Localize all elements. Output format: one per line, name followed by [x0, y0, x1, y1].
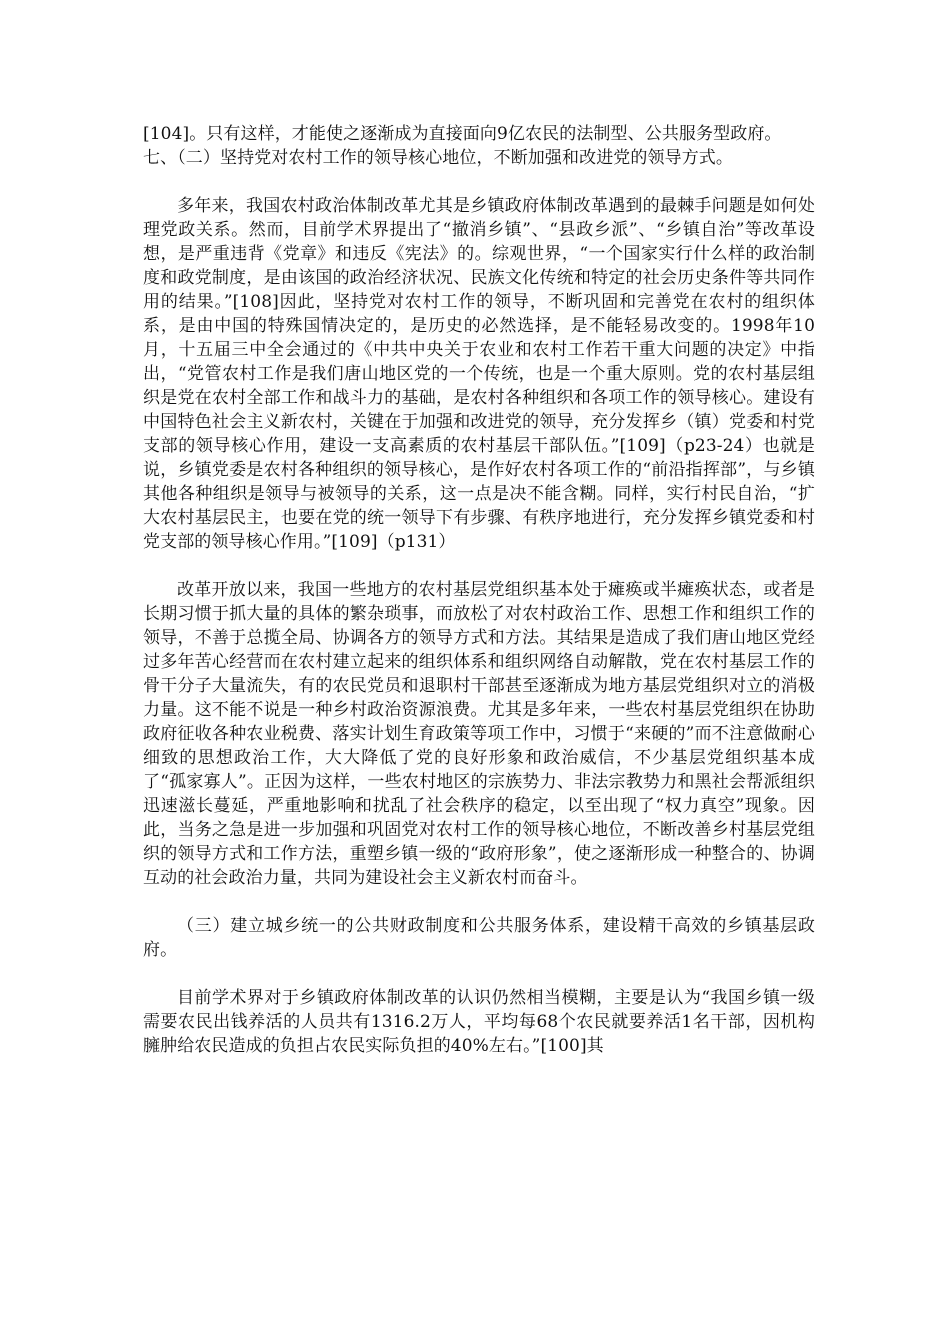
paragraph-continuation: [104]。只有这样，才能使之逐渐成为直接面向9亿农民的法制型、公共服务型政府。 [143, 124, 782, 144]
body-paragraph: 改革开放以来，我国一些地方的农村基层党组织基本处于瘫痪或半瘫痪状态，或者是长期习惯于抓大量的具体的繁杂琐事，而放松了对农村政治工作、思想工作和组织工作的领导，不善于总揽全局、协调各方的领导方式和方法。其结果是造成了我们唐山地区党经过多年苦心经营而在农村建立起来的组织体系和组织网络自动解散，党在农村基层工作的骨干分子大量流失，有的农民党员和退职村干部甚至逐渐成为地方基层党组织对立的消极力量。这不能不说是一种乡村政治资源浪费。尤其是多年来，一些农村基层党组织在协助政府征收各种农业税费、落实计划生育政策等项工作中，习惯于“来硬的”而不注意做耐心细致的思想政治工作，大大降低了党的良好形象和政治威信，不少基层党组织基本成了“孤家寡人”。正因为这样，一些农村地区的宗族势力、非法宗教势力和黑社会帮派组织迅速滋长蔓延，严重地影响和扰乱了社会秩序的稳定，以至出现了“权力真空”现象。因此，当务之急是进一步加强和巩固党对农村工作的领导核心地位，不断改善乡村基层党组织的领导方式和工作方法，重塑乡镇一级的“政府形象”，使之逐渐形成一种整合的、协调互动的社会政治力量，共同为建设社会主义新农村而奋斗。 [143, 580, 815, 888]
document-page [143, 122, 815, 1058]
body-paragraph: 多年来，我国农村政治体制改革尤其是乡镇政府体制改革遇到的最棘手问题是如何处理党政关系。然而，目前学术界提出了“撤消乡镇”、“县政乡派”、“乡镇自治”等改革设想，是严重违背《党章》和违反《宪法》的。综观世界，“一个国家实行什么样的政治制度和政党制度，是由该国的政治经济状况、民族文化传统和特定的社会历史条件等共同作用的结果。”[108]因此，坚持党对农村工作的领导，不断巩固和完善党在农村的组织体系，是由中国的特殊国情决定的，是历史的必然选择，是不能轻易改变的。1998年10月，十五届三中全会通过的《中共中央关于农业和农村工作若干重大问题的决定》中指出，“党管农村工作是我们唐山地区党的一个传统，也是一个重大原则。党的农村基层组织是党在农村全部工作和战斗力的基础，是农村各种组织和各项工作的领导核心。建设有中国特色社会主义新农村，关键在于加强和改进党的领导，充分发挥乡（镇）党委和村党支部的领导核心作用，建设一支高素质的农村基层干部队伍。”[109]（p23-24）也就是说，乡镇党委是农村各种组织的领导核心，是作好农村各项工作的“前沿指挥部”，与乡镇其他各种组织是领导与被领导的关系，这一点是决不能含糊。同样，实行村民自治，“扩大农村基层民主，也要在党的统一领导下有步骤、有秩序地进行，充分发挥乡镇党委和村党支部的领导核心作用。”[109]（p131） [143, 196, 815, 552]
subsection-heading: （三）建立城乡统一的公共财政制度和公共服务体系，建设精干高效的乡镇基层政府。 [143, 916, 815, 960]
section-heading: 七、（二）坚持党对农村工作的领导核心地位，不断加强和改进党的领导方式。 [143, 148, 733, 168]
body-paragraph: 目前学术界对于乡镇政府体制改革的认识仍然相当模糊，主要是认为“我国乡镇一级需要农民出钱养活的人员共有1316.2万人，平均每68个农民就要养活1名干部，因机构臃肿给农民造成的负担占农民实际负担的40%左右。”[100]其 [143, 988, 815, 1056]
